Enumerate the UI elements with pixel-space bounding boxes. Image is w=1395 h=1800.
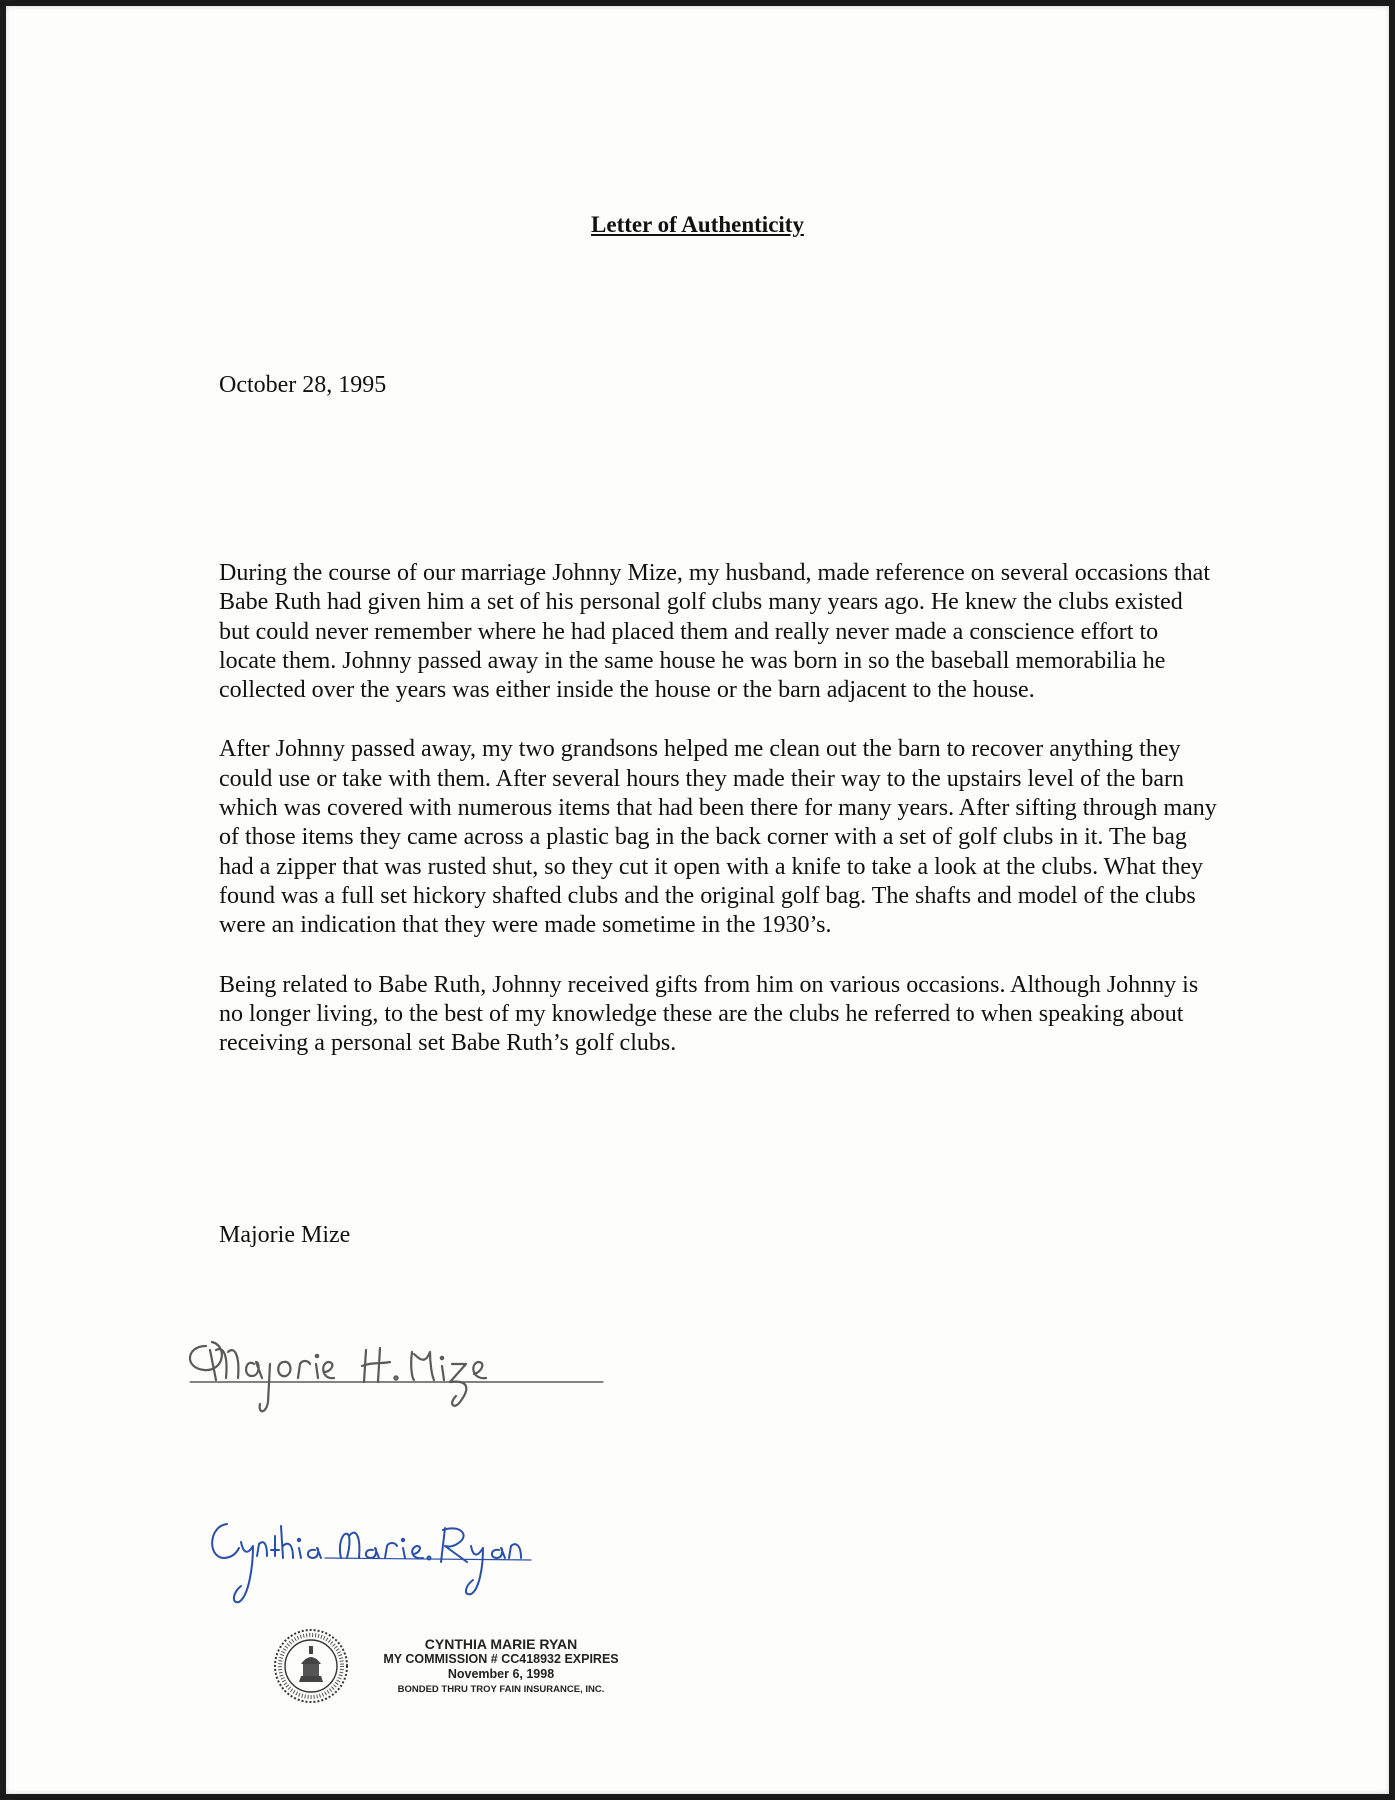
letter-body (219, 559, 1219, 1088)
body-paragraph-3: Being related to Babe Ruth, Johnny received gifts from him on various occasions. Although Johnny is no longer living, to the best of my knowledge these are the clubs he referred to when speaking about receiving a personal set Babe Ruth’s golf clubs. (219, 971, 1199, 1057)
body-paragraph-2: After Johnny passed away, my two grandsons helped me clean out the barn to recover anything they could use or take with them. After several hours they made their way to the upstairs level of the barn which was covered with numerous items that had been there for many years. After sifting through many of those items they came across a plastic bag in the back corner with a set of golf clubs in it. The bag had a zipper that was rusted shut, so they cut it open with a knife to take a look at the clubs. What they found was a full set hickory shafted clubs and the original golf bag. The shafts and model of the clubs were an indication that they were made sometime in the 1930’s. (219, 736, 1217, 939)
notary-name: CYNTHIA MARIE RYAN (424, 1636, 578, 1652)
signature-cynthia-marie-ryan (201, 1506, 641, 1616)
letter-date: October 28, 1995 (219, 372, 387, 398)
notary-stamp (351, 1637, 651, 1697)
notary-bonded: BONDED THRU TROY FAIN INSURANCE, INC. (397, 1684, 605, 1695)
body-paragraph-1: During the course of our marriage Johnny Mize, my husband, made reference on several occasions that Babe Ruth had given him a set of his personal golf clubs many years ago. He knew the clubs existed but could never remember where he had placed them and really never made a conscience effort to locate them. Johnny passed away in the same house he was born in so the baseball memorabilia he collected over the years was either inside the house or the barn adjacent to the house. (219, 560, 1210, 704)
notary-seal-icon (271, 1626, 351, 1706)
notary-expires: November 6, 1998 (447, 1667, 555, 1681)
signature-majorie-mize (176, 1306, 616, 1426)
letter-title: Letter of Authenticity (591, 212, 804, 237)
signer-name: Majorie Mize (219, 1222, 351, 1248)
letter-page (6, 6, 1389, 1794)
notary-commission: MY COMMISSION # CC418932 EXPIRES (383, 1652, 619, 1666)
